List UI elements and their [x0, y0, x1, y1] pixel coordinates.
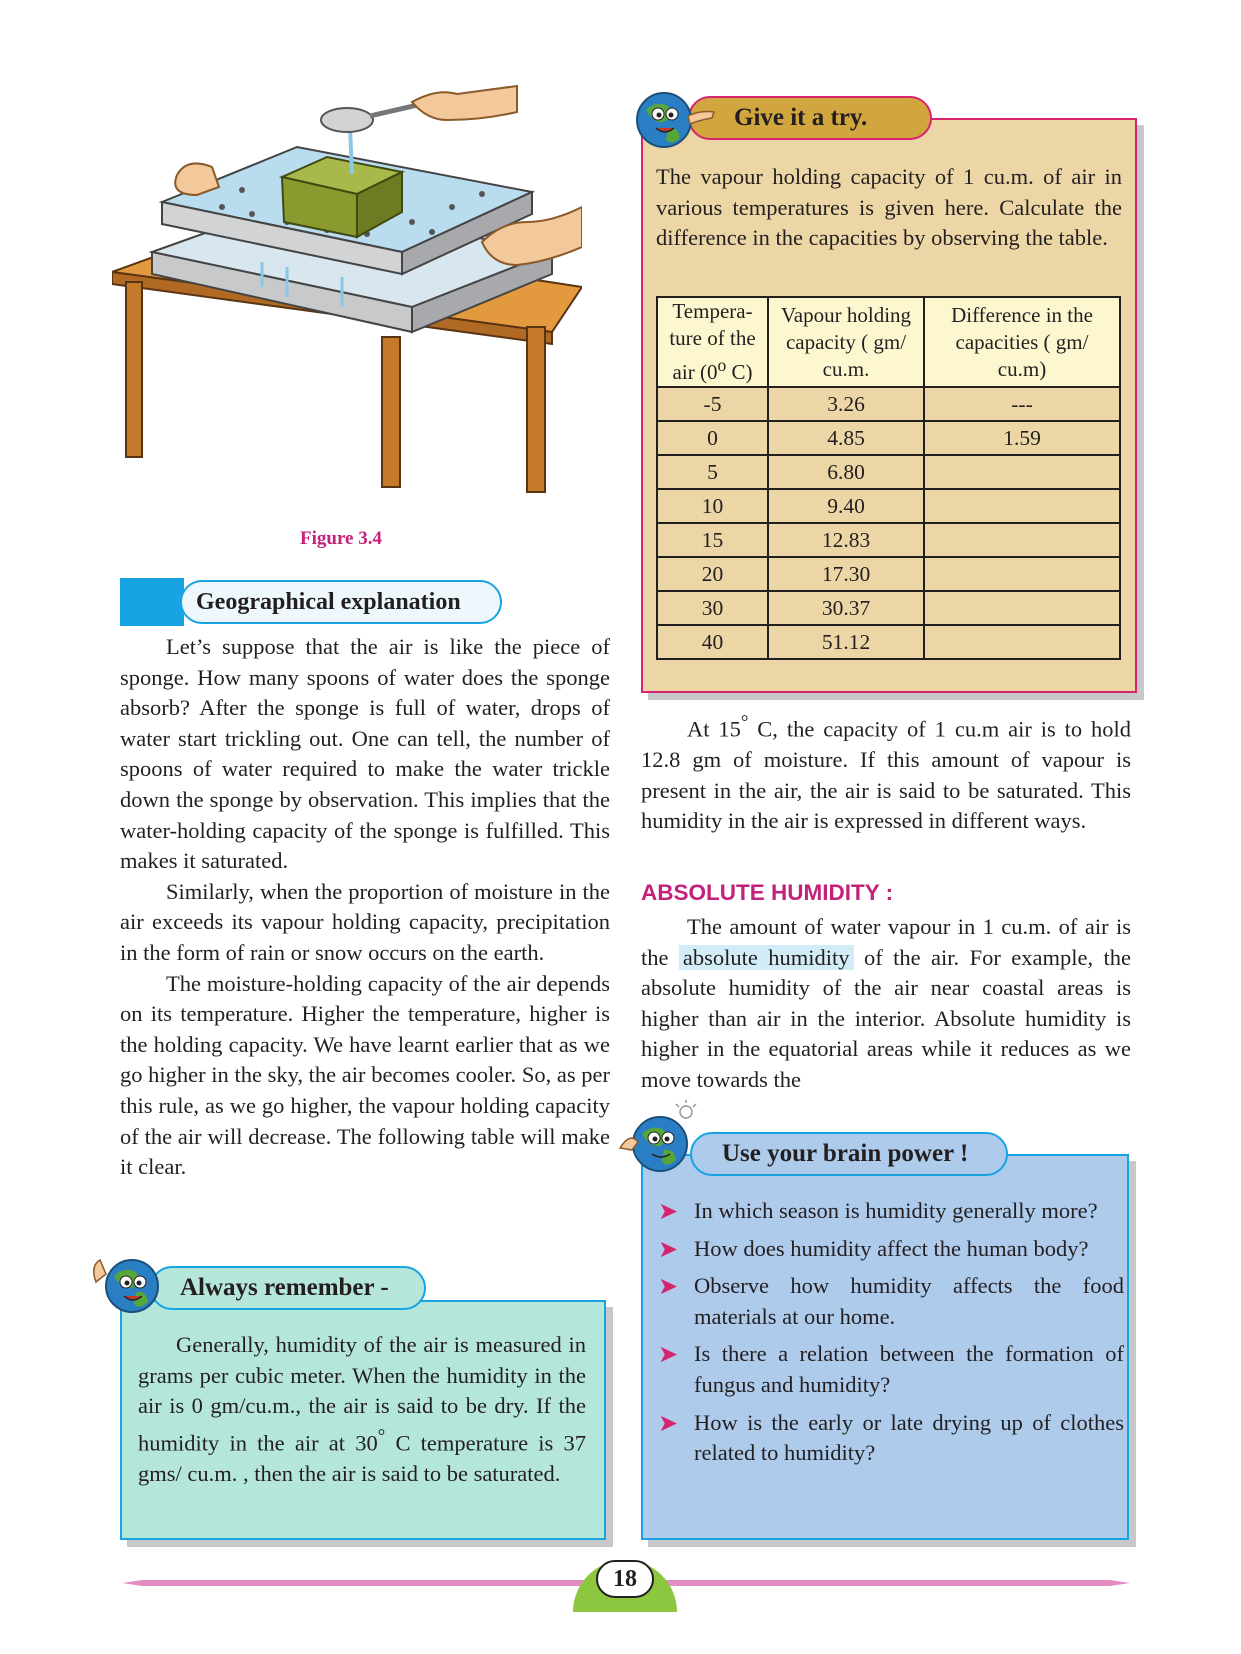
arrow-bullet-icon: ➤ — [658, 1342, 679, 1369]
table-row — [657, 489, 1120, 523]
header-temp-line3: air (0 — [672, 360, 718, 384]
saturation-paragraph — [641, 708, 1131, 837]
table-row — [657, 625, 1120, 659]
list-item — [656, 1196, 1124, 1227]
arrow-bullet-icon: ➤ — [658, 1199, 679, 1225]
header-cap-line2: capacity ( gm/ — [785, 329, 907, 354]
brain-power-questions — [656, 1196, 1124, 1476]
globe-mascot-thinking-icon — [616, 1098, 706, 1178]
cell-difference — [924, 557, 1120, 591]
question-text: Observe how humidity affects the food materials at our home. — [694, 1273, 1124, 1329]
list-item — [656, 1408, 1124, 1469]
table-row — [657, 591, 1120, 625]
cell-difference — [924, 523, 1120, 557]
globe-mascot-pointing-icon — [632, 86, 716, 152]
header-temp-line2: ture of the — [669, 326, 756, 350]
always-remember-text — [138, 1330, 586, 1489]
highlighted-term: absolute humidity — [679, 945, 854, 970]
cell-difference: 1.59 — [924, 421, 1120, 455]
degree-symbol: ° — [377, 1425, 386, 1447]
cell-difference: --- — [924, 387, 1120, 421]
header-cap-line1: Vapour holding — [780, 302, 912, 327]
table-header-row — [657, 297, 1120, 387]
header-capacity — [768, 297, 924, 387]
give-it-a-try-title: Give it a try. — [688, 96, 932, 140]
table-row — [657, 557, 1120, 591]
section-marker — [120, 578, 184, 626]
para2-part1: The amount of water vapour in 1 cu.m. of air is the — [641, 914, 1131, 970]
cell-capacity: 9.40 — [768, 489, 924, 523]
question-text: In which season is humidity generally more? — [694, 1198, 1098, 1223]
cell-difference — [924, 591, 1120, 625]
question-text: How does humidity affect the human body? — [694, 1235, 1089, 1261]
geo-explanation-body — [120, 632, 610, 1183]
cell-temp: 10 — [657, 489, 768, 523]
header-diff-line3: cu.m) — [997, 356, 1047, 381]
brain-power-title: Use your brain power ! — [690, 1132, 1008, 1176]
header-cap-line3: cu.m. — [822, 356, 870, 381]
page-number: 18 — [596, 1560, 654, 1598]
cell-capacity: 6.80 — [768, 455, 924, 489]
header-temperature — [657, 297, 768, 387]
arrow-bullet-icon: ➤ — [658, 1236, 679, 1263]
table-row — [657, 523, 1120, 557]
give-it-a-try-intro: The vapour holding capacity of 1 cu.m. of air in various temperatures is given here. Calculate the difference in the capacities by observing the table. — [656, 164, 1122, 251]
header-temp-sup: o — [717, 355, 727, 375]
cell-difference — [924, 455, 1120, 489]
cell-temp: -5 — [657, 387, 768, 421]
list-item — [656, 1271, 1124, 1332]
remember-text-part2: C temperature is 37 gms/ cu.m. , then the air is said to be saturated. — [138, 1430, 586, 1486]
cell-capacity: 30.37 — [768, 591, 924, 625]
list-item — [656, 1339, 1124, 1400]
list-item — [656, 1234, 1124, 1265]
section-heading: Geographical explanation — [180, 580, 502, 624]
cell-temp: 40 — [657, 625, 768, 659]
figure-caption: Figure 3.4 — [300, 528, 382, 549]
cell-capacity: 51.12 — [768, 625, 924, 659]
header-diff-line1: Difference in the — [951, 302, 1093, 327]
absolute-humidity-paragraph — [641, 912, 1131, 1096]
header-difference — [924, 297, 1120, 387]
geo-paragraph-2: Similarly, when the proportion of moisture in the air exceeds its vapour holding capacity, precipitation in the form of rain or snow occurs on the earth. — [120, 878, 610, 965]
sponge-tray-illustration — [112, 82, 582, 522]
para2-part2: of the air. For example, the absolute humidity of the air near coastal areas is higher than air in the interior. Absolute humidity is higher in the equatorial areas while it reduces as we move towards the — [641, 944, 1131, 1092]
table-row — [657, 455, 1120, 489]
remember-text-part1: Generally, humidity of the air is measured in grams per cubic meter. When the humidity in the air is 0 gm/cu.m., the air is said to be dry. If the humidity in the air at 30 — [138, 1332, 586, 1456]
cell-difference — [924, 489, 1120, 523]
table-row — [657, 421, 1120, 455]
cell-temp: 15 — [657, 523, 768, 557]
arrow-bullet-icon: ➤ — [658, 1274, 679, 1301]
header-temp-line3-end: C) — [726, 360, 753, 384]
always-remember-title: Always remember - — [150, 1266, 426, 1310]
absolute-humidity-heading: ABSOLUTE HUMIDITY : — [641, 880, 894, 905]
cell-temp: 30 — [657, 591, 768, 625]
cell-capacity: 17.30 — [768, 557, 924, 591]
arrow-bullet-icon: ➤ — [658, 1410, 679, 1437]
para1-part2: C, the capacity of 1 cu.m air is to hold 12.8 gm of moisture. If this amount of vapour is present in the air, the air is said to be saturated. This humidity in the air is expressed in different ways. — [641, 716, 1132, 834]
globe-mascot-icon — [88, 1252, 168, 1318]
question-text: How is the early or late drying up of clothes related to humidity? — [694, 1409, 1124, 1466]
cell-temp: 5 — [657, 455, 768, 489]
vapour-capacity-table — [656, 296, 1121, 660]
cell-difference — [924, 625, 1120, 659]
header-diff-line2: capacities ( gm/ — [955, 329, 1089, 354]
cell-capacity: 3.26 — [768, 387, 924, 421]
geo-paragraph-1: Let’s suppose that the air is like the piece of sponge. How many spoons of water does the sponge absorb? After the sponge is full of water, drops of water start trickling out. One can tell, the number of spoons of water required to make the water trickle down the sponge by observation. This implies that the water-holding capacity of the sponge is fulfilled. This makes it saturated. — [120, 634, 610, 874]
cell-temp: 20 — [657, 557, 768, 591]
degree-symbol: ° — [740, 712, 749, 733]
cell-temp: 0 — [657, 421, 768, 455]
geo-paragraph-3: The moisture-holding capacity of the air depends on its temperature. Higher the temperature, higher is the holding capacity. We have learnt earlier that as we go higher in the sky, the air becomes cooler. So, as per this rule, as we go higher, the vapour holding capacity of the air will decrease. The following table will make it clear. — [120, 970, 610, 1180]
cell-capacity: 12.83 — [768, 523, 924, 557]
question-text: Is there a relation between the formation of fungus and humidity? — [694, 1341, 1124, 1397]
cell-capacity: 4.85 — [768, 421, 924, 455]
table-row — [657, 387, 1120, 421]
para1-part1: At 15 — [687, 716, 741, 742]
header-temp-line1: Tempera- — [672, 299, 753, 323]
